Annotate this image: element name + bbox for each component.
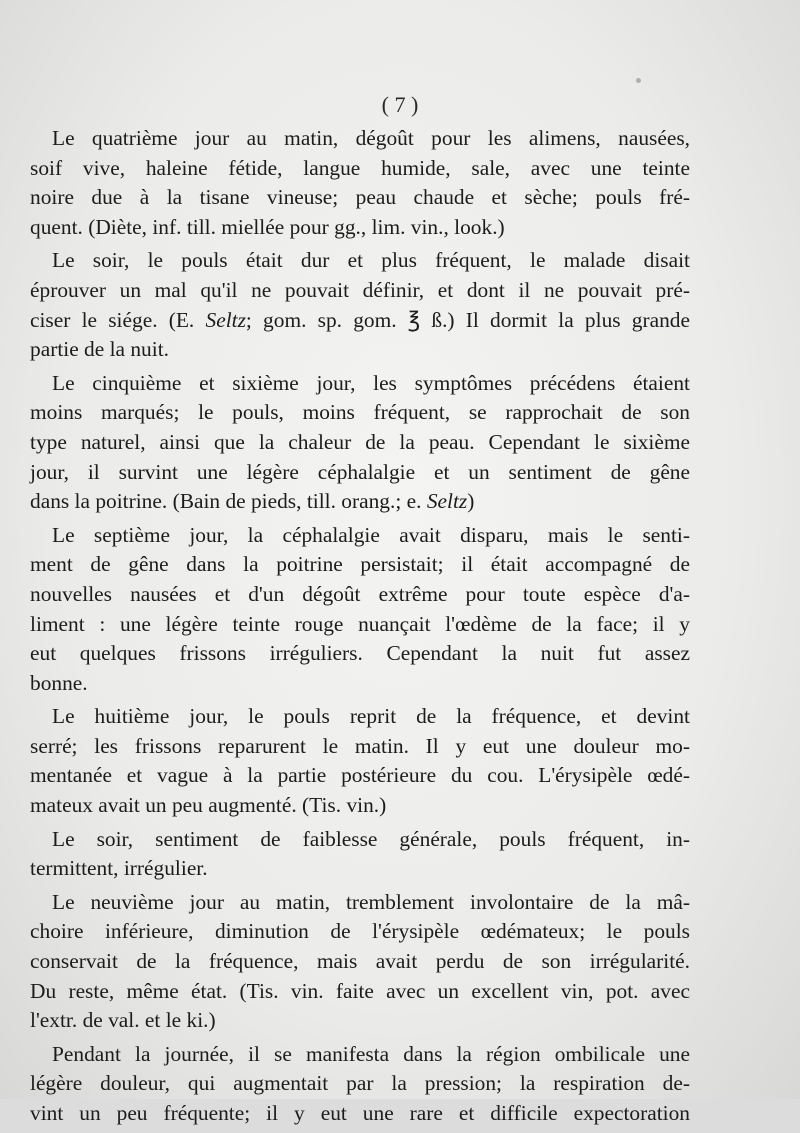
text-line: Du reste, même état. (Tis. vin. faite avec un excellent vin, pot. avec	[30, 978, 690, 1003]
text-line: type naturel, ainsi que la chaleur de la peau. Cependant le sixième	[30, 429, 690, 454]
text-line: l'extr. de val. et le ki.)	[30, 1008, 216, 1033]
text-line: moins marqués; le pouls, moins fréquent, se rapprochait de son	[30, 400, 690, 425]
text-line: conservait de la fréquence, mais avait perdu de son irrégularité.	[30, 949, 690, 974]
paper-speck	[636, 78, 641, 83]
paragraph-7	[30, 888, 690, 1036]
text-line: bonne.	[30, 670, 88, 695]
text-line: dans la poitrine. (Bain de pieds, till. orang.; e. Seltz)	[30, 489, 475, 514]
text-line: éprouver un mal qu'il ne pouvait définir, et dont il ne pouvait pré-	[30, 277, 690, 302]
paragraph-6	[30, 825, 690, 884]
text-line: Le huitième jour, le pouls reprit de la fréquence, et devint	[52, 704, 690, 729]
text-line: Pendant la journée, il se manifesta dans la région ombilicale une	[52, 1041, 690, 1066]
text-line: vint un peu fréquente; il y eut une rare et difficile expectoration	[30, 1101, 690, 1125]
text-line: nouvelles nausées et d'un dégoût extrême pour toute espèce d'a-	[30, 581, 690, 606]
italic-term: Seltz	[426, 489, 468, 514]
text-line: partie de la nuit.	[30, 337, 169, 362]
text-line: ciser le siége. (E. Seltz; gom. sp. gom. ℥ ß.) Il dormit la plus grande	[30, 307, 690, 332]
text-line: ment de gêne dans la poitrine persistait; il était accompagné de	[30, 552, 690, 577]
text-line: noire due à la tisane vineuse; peau chaude et sèche; pouls fré-	[30, 185, 690, 210]
text-line: liment : une légère teinte rouge nuançait l'œdème de la face; il y	[30, 611, 690, 636]
text-line: mentanée et vague à la partie postérieure du cou. L'érysipèle œdé-	[30, 763, 690, 788]
body-text	[30, 124, 690, 1133]
text-line: Le soir, sentiment de faiblesse générale, pouls fréquent, in-	[52, 826, 690, 851]
text-line: eut quelques frissons irréguliers. Cependant la nuit fut assez	[30, 641, 690, 666]
text-line: légère douleur, qui augmentait par la pression; la respiration de-	[30, 1071, 690, 1096]
paragraph-4	[30, 521, 690, 699]
paragraph-5	[30, 702, 690, 820]
italic-term: Seltz	[205, 307, 246, 332]
paragraph-8	[30, 1040, 690, 1129]
text-line: termittent, irrégulier.	[30, 856, 208, 881]
text-line: soif vive, haleine fétide, langue humide, sale, avec une teinte	[30, 155, 690, 180]
text-line: Le quatrième jour au matin, dégoût pour les alimens, nausées,	[52, 126, 690, 150]
text-line: Le cinquième et sixième jour, les symptômes précédens étaient	[52, 370, 690, 395]
page-number: ( 7 )	[381, 92, 419, 117]
text-line: mateux avait un peu augmenté. (Tis. vin.)	[30, 793, 387, 818]
paragraph-3	[30, 369, 690, 517]
text-line: serré; les frissons reparurent le matin. Il y eut une douleur mo-	[30, 733, 690, 758]
paragraph-1	[30, 124, 690, 242]
text-line: quent. (Diète, inf. till. miellée pour gg., lim. vin., look.)	[30, 214, 505, 239]
paragraph-2	[30, 246, 690, 364]
text-line: jour, il survint une légère céphalalgie et un sentiment de gêne	[30, 459, 690, 484]
text-line: Le soir, le pouls était dur et plus fréquent, le malade disait	[52, 248, 690, 273]
text-line: choire inférieure, diminution de l'érysipèle œdémateux; le pouls	[30, 919, 690, 944]
text-line: Le neuvième jour au matin, tremblement involontaire de la mâ-	[52, 889, 690, 914]
text-line: Le septième jour, la céphalalgie avait disparu, mais le senti-	[52, 522, 690, 547]
